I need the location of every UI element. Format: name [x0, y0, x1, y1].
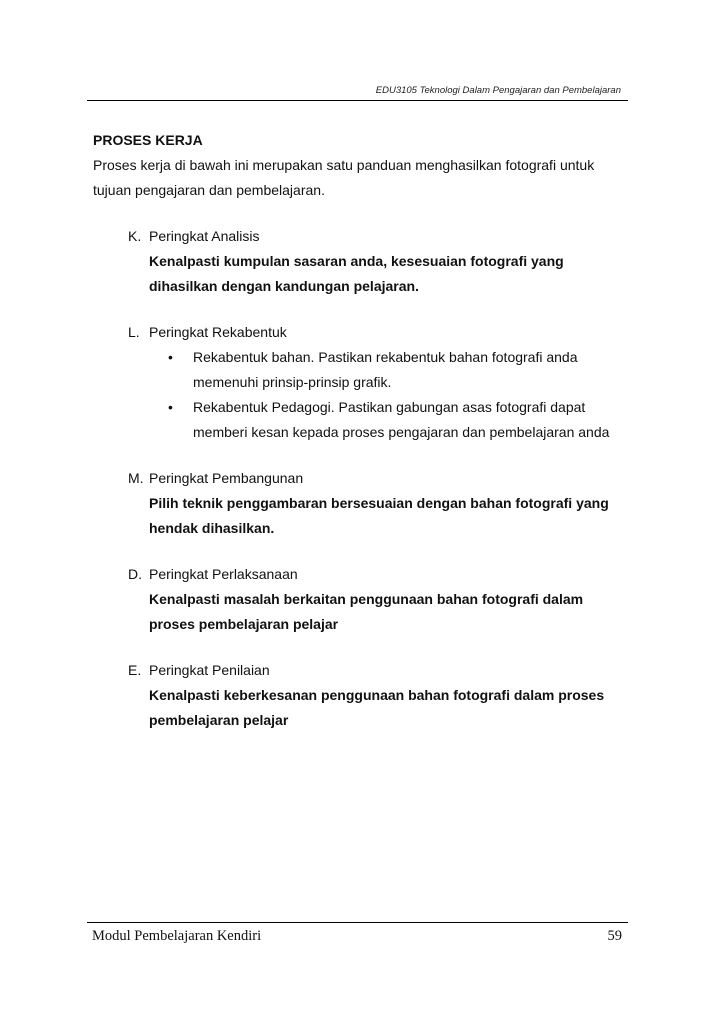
bullet-line: Rekabentuk Pedagogi. Pastikan gabungan asas fotografi dapat — [193, 399, 586, 415]
page-content — [93, 128, 628, 733]
stage-title: Peringkat Analisis — [149, 228, 260, 244]
stage-title: Peringkat Penilaian — [149, 662, 270, 678]
bullet-list — [128, 345, 628, 445]
stage-letter: E. — [128, 662, 142, 678]
stage-description — [128, 587, 628, 637]
description-line: Pilih teknik penggambaran bersesuaian dengan bahan fotografi yang — [149, 495, 609, 511]
bullet-item — [168, 345, 628, 395]
stage-analisis — [93, 224, 628, 299]
bullet-item — [168, 395, 628, 445]
stage-title: Peringkat Pembangunan — [149, 470, 304, 486]
description-line: Kenalpasti masalah berkaitan penggunaan bahan fotografi dalam — [149, 591, 584, 607]
stage-title: Peringkat Rekabentuk — [149, 324, 287, 340]
stage-perlaksanaan — [93, 562, 628, 637]
stage-description — [128, 249, 628, 299]
intro-line: tujuan pengajaran dan pembelajaran. — [93, 182, 325, 198]
footer-rule — [87, 922, 628, 923]
stage-rekabentuk — [93, 320, 628, 445]
stage-description — [128, 683, 628, 733]
stage-description — [128, 491, 628, 541]
intro-paragraph — [93, 153, 628, 203]
stage-letter: D. — [128, 566, 142, 582]
stage-heading — [128, 320, 628, 345]
footer-module-name: Modul Pembelajaran Kendiri — [92, 928, 262, 944]
stage-title: Peringkat Perlaksanaan — [149, 566, 298, 582]
description-line: dihasilkan dengan kandungan pelajaran. — [149, 278, 419, 294]
stage-penilaian — [93, 658, 628, 733]
stage-heading — [128, 466, 628, 491]
description-line: pembelajaran pelajar — [149, 712, 289, 728]
description-line: Kenalpasti kumpulan sasaran anda, kesesuaian fotografi yang — [149, 253, 564, 269]
bullet-icon: • — [168, 399, 173, 415]
description-line: hendak dihasilkan. — [149, 520, 275, 536]
running-header: EDU3105 Teknologi Dalam Pengajaran dan Pembelajaran — [375, 85, 621, 96]
bullet-line: memenuhi prinsip-prinsip grafik. — [193, 374, 392, 390]
stage-pembangunan — [93, 466, 628, 541]
section-title: PROSES KERJA — [93, 132, 203, 148]
stage-letter: K. — [128, 228, 142, 244]
page-number: 59 — [607, 928, 622, 944]
bullet-line: memberi kesan kepada proses pengajaran dan pembelajaran anda — [193, 424, 610, 440]
intro-line: Proses kerja di bawah ini merupakan satu panduan menghasilkan fotografi untuk — [93, 157, 595, 173]
stage-letter: M. — [128, 470, 144, 486]
stage-heading — [128, 224, 628, 249]
description-line: proses pembelajaran pelajar — [149, 616, 339, 632]
description-line: Kenalpasti keberkesanan penggunaan bahan fotografi dalam proses — [149, 687, 605, 703]
stage-heading — [128, 658, 628, 683]
bullet-icon: • — [168, 349, 173, 365]
bullet-line: Rekabentuk bahan. Pastikan rekabentuk bahan fotografi anda — [193, 349, 578, 365]
stage-letter: L. — [128, 324, 140, 340]
stage-heading — [128, 562, 628, 587]
header-rule — [87, 100, 628, 101]
